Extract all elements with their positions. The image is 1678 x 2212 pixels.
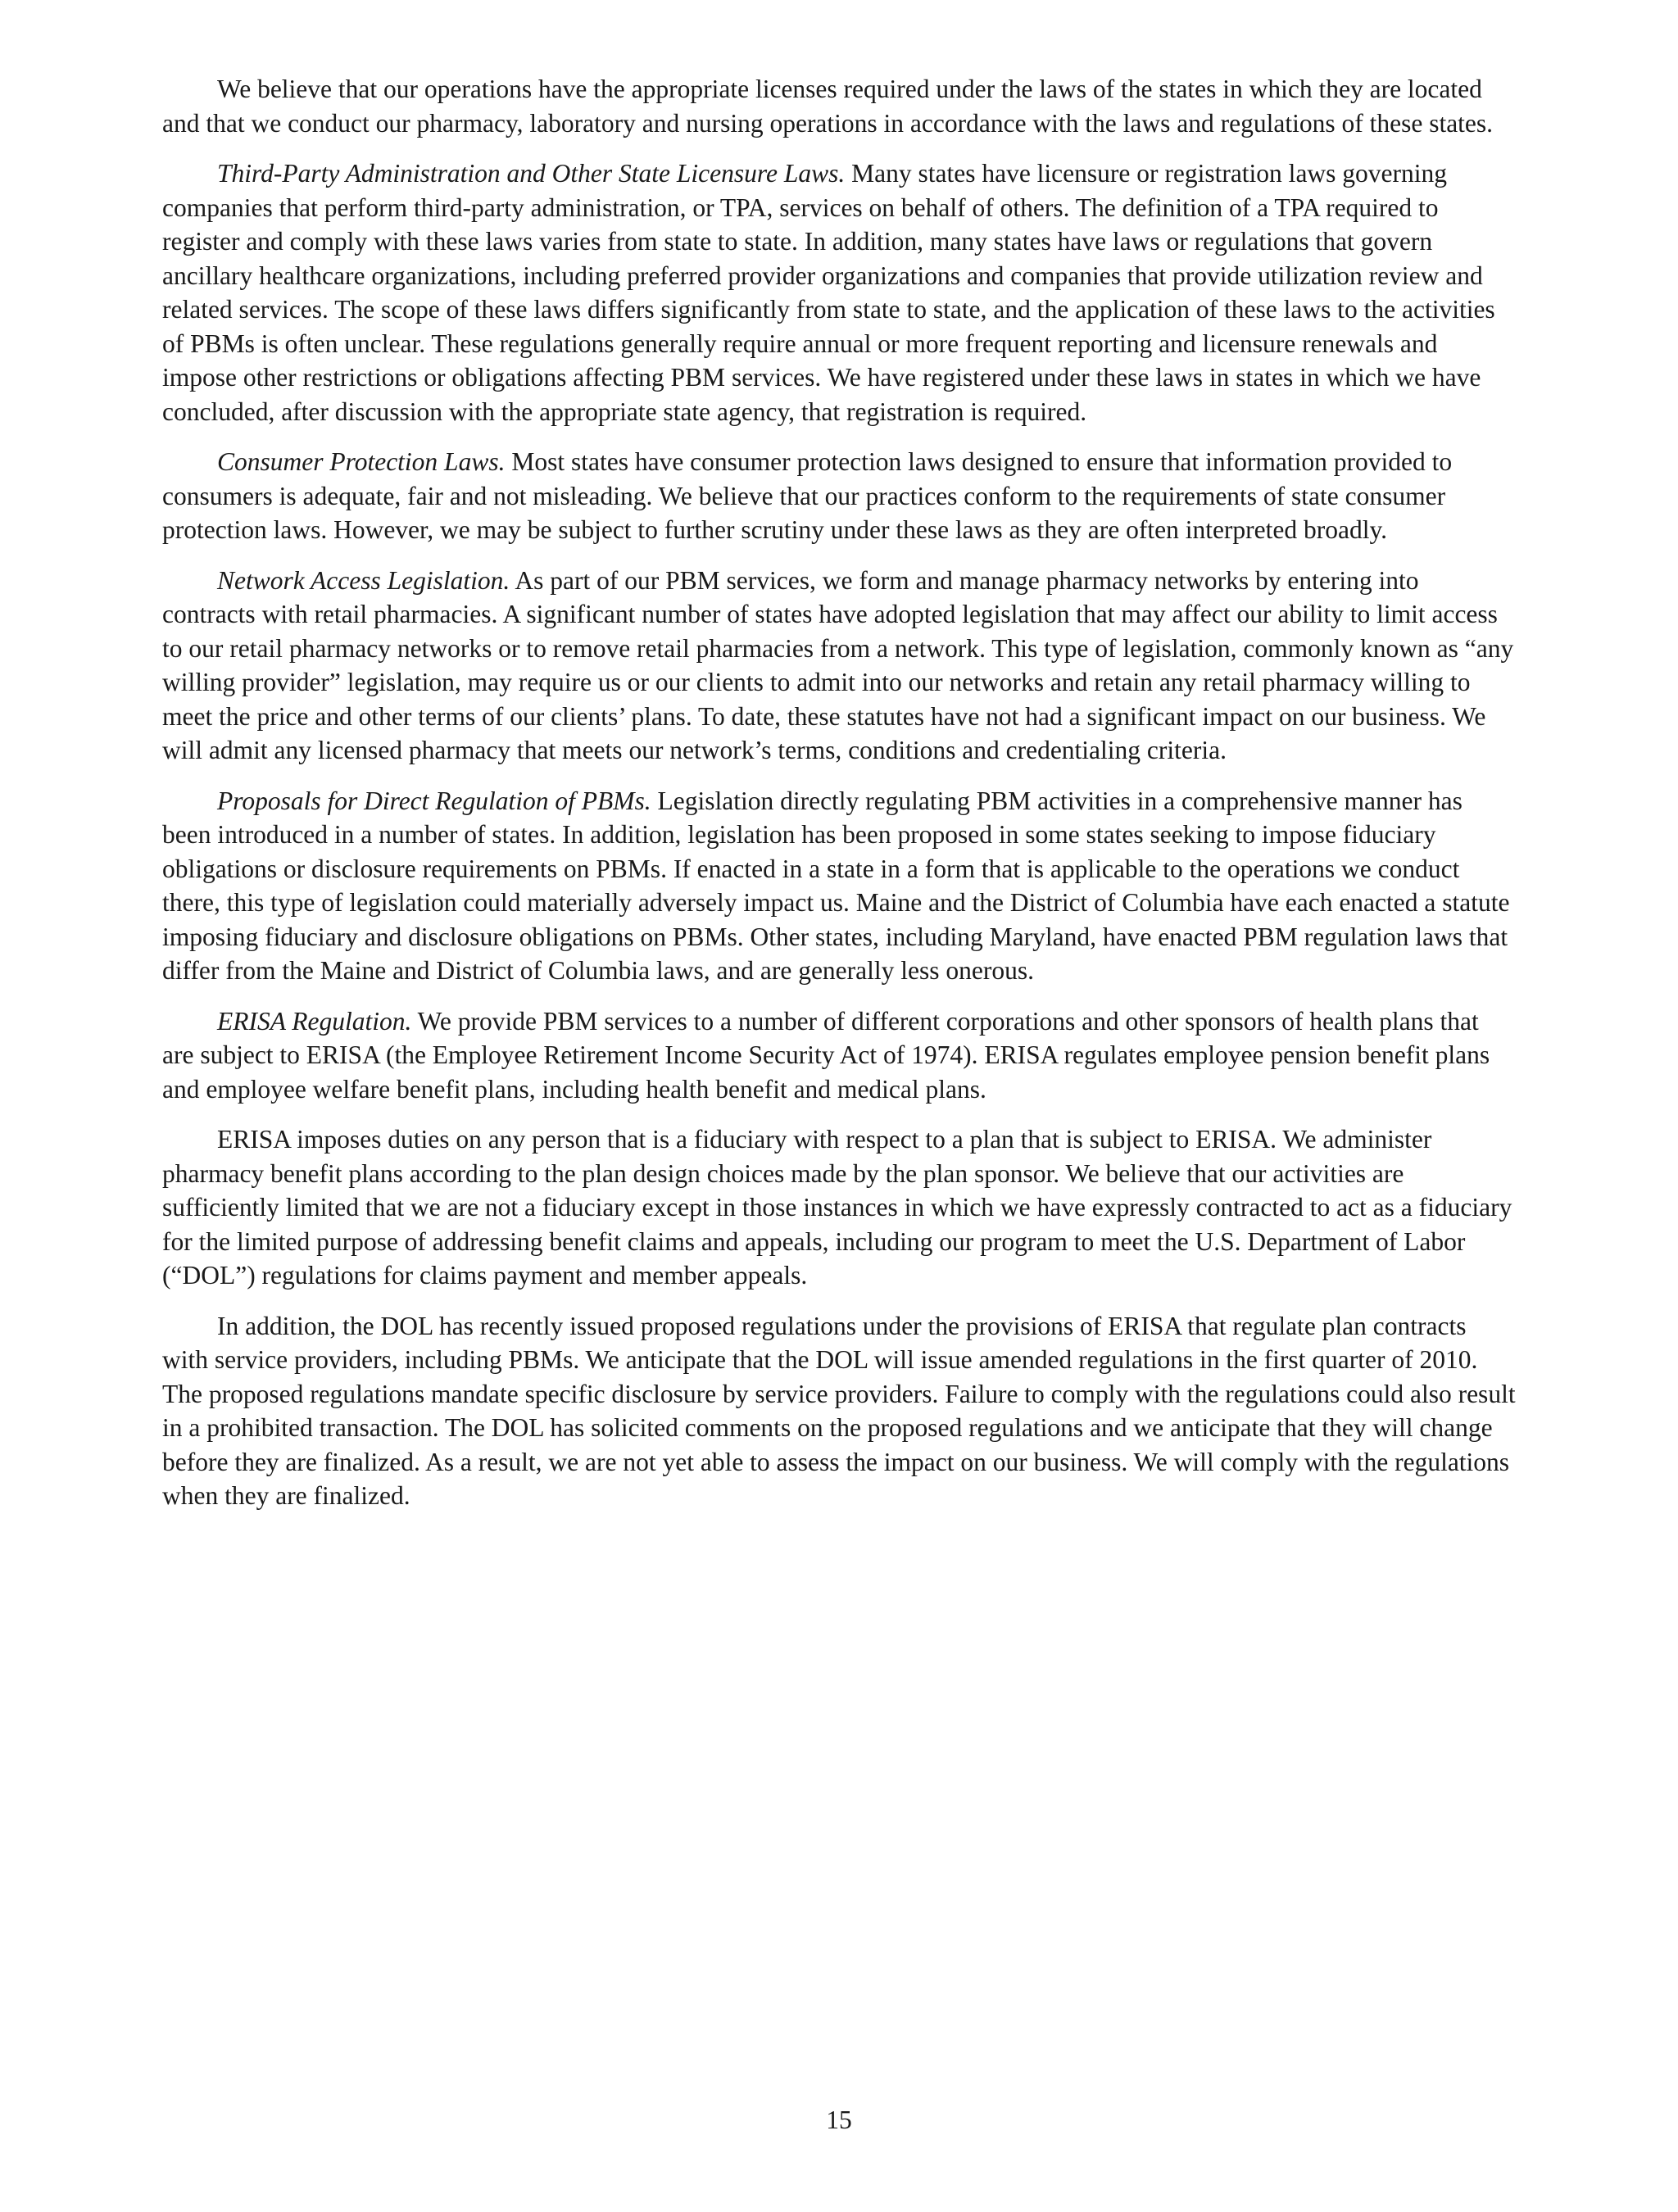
paragraph-erisa-fiduciary: [162, 1122, 1516, 1293]
paragraph-network-access: [162, 564, 1516, 768]
paragraph-heading: Network Access Legislation.: [217, 565, 510, 595]
paragraph-heading: ERISA Regulation.: [217, 1006, 412, 1036]
paragraph-licenses: [162, 72, 1516, 140]
paragraph-body: In addition, the DOL has recently issued proposed regulations under the provisions of ERISA that regulate plan contracts with service providers, including PBMs. We anticipate that the DOL will issue amended regulations in the first quarter of 2010. The proposed regulations mandate specific disclosure by service providers. Failure to comply with the regulations could also result in a prohibited transaction. The DOL has solicited comments on the proposed regulations and we anticipate that they will change before they are finalized. As a result, we are not yet able to assess the impact on our business. We will comply with the regulations when they are finalized.: [162, 1311, 1516, 1510]
page-number: 15: [826, 2105, 852, 2134]
paragraph-erisa-regulation: [162, 1004, 1516, 1107]
paragraph-body: ERISA imposes duties on any person that is a fiduciary with respect to a plan that is subject to ERISA. We administer pharmacy benefit plans according to the plan design choices made by the plan sponsor. We believe that our activities are sufficiently limited that we are not a fiduciary except in those instances in which we have expressly contracted to act as a fiduciary for the limited purpose of addressing benefit claims and appeals, including our program to meet the U.S. Department of Labor (“DOL”) regulations for claims payment and member appeals.: [162, 1125, 1512, 1290]
paragraph-body: As part of our PBM services, we form and manage pharmacy networks by entering into contracts with retail pharmacies. A significant number of states have adopted legislation that may affect our ability to limit access to our retail pharmacy networks or to remove retail pharmacies from a network. This type of legislation, commonly known as “any willing provider” legislation, may require us or our clients to admit into our networks and retain any retail pharmacy willing to meet the price and other terms of our clients’ plans. To date, these statutes have not had a significant impact on our business. We will admit any licensed pharmacy that meets our network’s terms, conditions and credentialing criteria.: [162, 565, 1514, 764]
paragraph-heading: Consumer Protection Laws.: [217, 447, 506, 476]
paragraph-body: Many states have licensure or registration laws governing companies that perform third-party administration, or TPA, services on behalf of others. The definition of a TPA required to register and comply with these laws varies from state to state. In addition, many states have laws or regulations that govern ancillary healthcare organizations, including preferred provider organizations and companies that provide utilization review and related services. The scope of these laws differs significantly from state to state, and the application of these laws to the activities of PBMs is often unclear. These regulations generally require annual or more frequent reporting and licensure renewals and impose other restrictions or obligations affecting PBM services. We have registered under these laws in states in which we have concluded, after discussion with the appropriate state agency, that registration is required.: [162, 159, 1495, 426]
paragraph-heading: Third-Party Administration and Other State Licensure Laws.: [217, 159, 846, 188]
paragraph-body: Legislation directly regulating PBM activities in a comprehensive manner has been introduced in a number of states. In addition, legislation has been proposed in some states seeking to impose fiduciary obligations or disclosure requirements on PBMs. If enacted in a state in a form that is applicable to the operations we conduct there, this type of legislation could materially adversely impact us. Maine and the District of Columbia have each enacted a statute imposing fiduciary and disclosure obligations on PBMs. Other states, including Maryland, have enacted PBM regulation laws that differ from the Maine and District of Columbia laws, and are generally less onerous.: [162, 786, 1510, 985]
document-page: [162, 72, 1516, 1530]
paragraph-body: We provide PBM services to a number of different corporations and other sponsors of health plans that are subject to ERISA (the Employee Retirement Income Security Act of 1974). ERISA regulates employee pension benefit plans and employee welfare benefit plans, including health benefit and medical plans.: [162, 1006, 1490, 1104]
paragraph-body: We believe that our operations have the appropriate licenses required under the laws of the states in which they are located and that we conduct our pharmacy, laboratory and nursing operations in accordance with the laws and regulations of these states.: [162, 75, 1494, 138]
paragraph-dol-regulations: [162, 1309, 1516, 1513]
paragraph-body: Most states have consumer protection laws designed to ensure that information provided to consumers is adequate, fair and not misleading. We believe that our practices conform to the requirements of state consumer protection laws. However, we may be subject to further scrutiny under these laws as they are often interpreted broadly.: [162, 447, 1453, 544]
paragraph-consumer-protection: [162, 445, 1516, 547]
paragraph-heading: Proposals for Direct Regulation of PBMs.: [217, 786, 651, 815]
paragraph-tpa-licensure: [162, 156, 1516, 428]
paragraph-pbm-regulation: [162, 784, 1516, 988]
